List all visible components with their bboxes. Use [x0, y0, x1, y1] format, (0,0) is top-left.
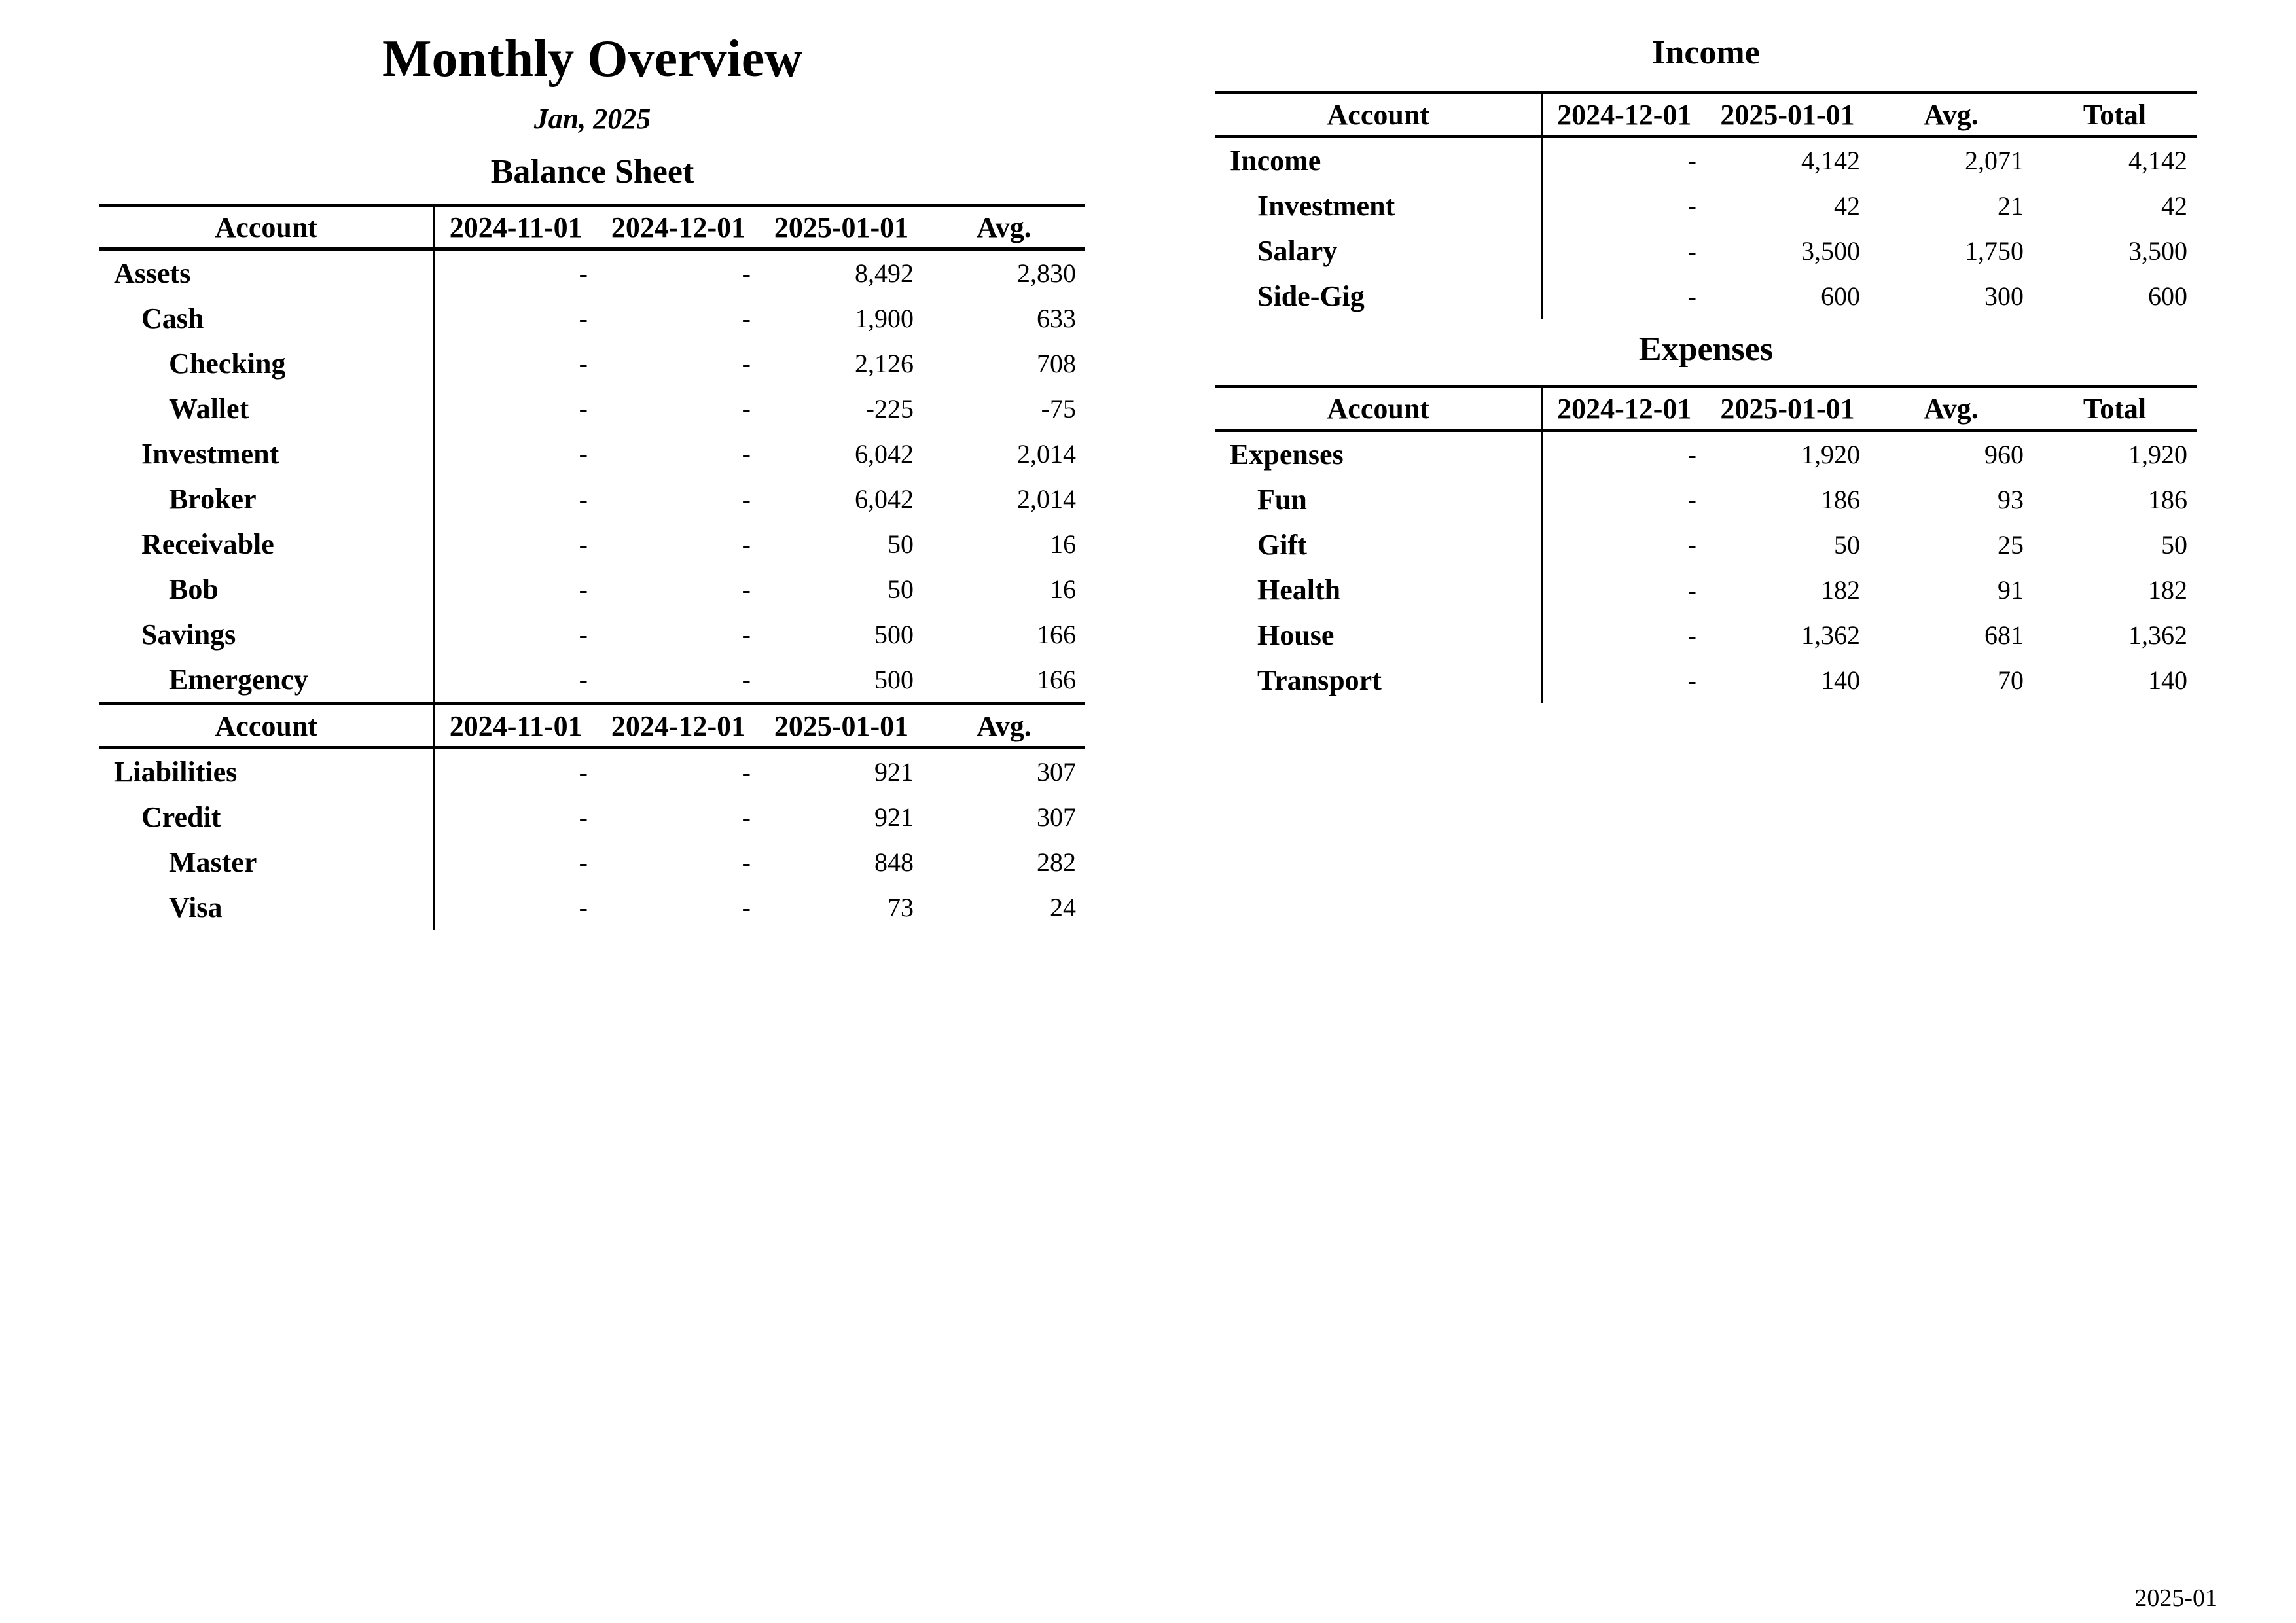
account-cell: Expenses [1230, 438, 1344, 471]
value-cell: - [434, 431, 597, 476]
value-cell: 6,042 [855, 439, 914, 469]
value-cell: 50 [2161, 530, 2187, 560]
account-cell: Gift [1257, 529, 1307, 561]
value-cell: 3,500 [1801, 236, 1860, 266]
table-header-row [1215, 93, 2197, 137]
table-row-house [1215, 613, 2197, 658]
value-cell: - [1542, 183, 1706, 228]
value-cell: - [742, 757, 751, 787]
table-row-cash [99, 296, 1085, 341]
value-cell: - [742, 893, 751, 922]
value-cell: 500 [874, 620, 914, 649]
value-cell: 140 [1821, 666, 1860, 695]
income-title: Income [1652, 34, 1760, 71]
table-header-row [99, 205, 1085, 249]
column-header-2024-11-01: 2024-11-01 [434, 205, 597, 249]
table-row-fun [1215, 477, 2197, 522]
value-cell: 166 [1037, 620, 1076, 649]
value-cell: - [434, 794, 597, 840]
column-header-2024-12-01: 2024-12-01 [597, 704, 760, 748]
value-cell: - [434, 567, 597, 612]
balance-sheet-table [99, 204, 1085, 930]
value-cell: 960 [1984, 440, 2024, 469]
value-cell: 16 [1050, 575, 1076, 604]
value-cell: 182 [1821, 575, 1860, 605]
account-cell: Receivable [141, 528, 274, 560]
table-row-gift [1215, 522, 2197, 567]
table-row-income [1215, 137, 2197, 184]
account-cell: Broker [169, 483, 257, 515]
value-cell: 140 [2148, 666, 2187, 695]
account-cell: Liabilities [114, 756, 238, 788]
column-header-2024-11-01: 2024-11-01 [434, 704, 597, 748]
table-row-salary [1215, 228, 2197, 274]
value-cell: - [742, 802, 751, 832]
value-cell: - [434, 386, 597, 431]
value-cell: - [742, 394, 751, 423]
value-cell: 1,750 [1965, 236, 2024, 266]
table-row-savings [99, 612, 1085, 657]
value-cell: 500 [874, 665, 914, 694]
value-cell: 186 [2148, 485, 2187, 514]
page-subtitle: Jan, 2025 [533, 103, 651, 135]
account-cell: Checking [169, 348, 286, 380]
table-row-assets [99, 249, 1085, 296]
table-row-master [99, 840, 1085, 885]
column-header-account: Account [1215, 387, 1542, 431]
balance-sheet-title: Balance Sheet [490, 153, 694, 190]
value-cell: 186 [1821, 485, 1860, 514]
table-row-wallet [99, 386, 1085, 431]
column-header-2024-12-01: 2024-12-01 [1542, 387, 1706, 431]
table-row-transport [1215, 658, 2197, 703]
table-row-visa [99, 885, 1085, 930]
table-header-row [1215, 387, 2197, 431]
value-cell: - [742, 665, 751, 694]
account-cell: Assets [114, 257, 191, 289]
account-cell: Side-Gig [1257, 280, 1365, 312]
table-row-checking [99, 341, 1085, 386]
account-cell: Income [1230, 145, 1321, 177]
value-cell: 2,071 [1965, 146, 2024, 175]
value-cell: 282 [1037, 847, 1076, 877]
column-header-2024-12-01: 2024-12-01 [597, 205, 760, 249]
value-cell: - [1542, 228, 1706, 274]
column-header-avg: Avg. [923, 205, 1085, 249]
column-header-account: Account [99, 704, 434, 748]
value-cell: - [1542, 137, 1706, 184]
value-cell: 633 [1037, 304, 1076, 333]
table-row-broker [99, 476, 1085, 522]
value-cell: - [742, 484, 751, 514]
column-header-account: Account [99, 205, 434, 249]
value-cell: 16 [1050, 529, 1076, 559]
value-cell: 21 [1998, 191, 2024, 221]
value-cell: 307 [1037, 757, 1076, 787]
value-cell: 1,362 [1801, 620, 1860, 650]
value-cell: - [742, 575, 751, 604]
value-cell: - [742, 620, 751, 649]
value-cell: 1,920 [1801, 440, 1860, 469]
value-cell: -225 [865, 394, 914, 423]
table-row-expenses [1215, 431, 2197, 478]
value-cell: 24 [1050, 893, 1076, 922]
page-title: Monthly Overview [382, 30, 803, 88]
expenses-title: Expenses [1638, 330, 1774, 368]
value-cell: - [742, 259, 751, 288]
table-row-investment [99, 431, 1085, 476]
value-cell: - [1542, 477, 1706, 522]
page-footer-date: 2025-01 [2134, 1584, 2217, 1612]
value-cell: 2,014 [1017, 439, 1076, 469]
value-cell: - [434, 885, 597, 930]
value-cell: 2,014 [1017, 484, 1076, 514]
value-cell: 6,042 [855, 484, 914, 514]
value-cell: 182 [2148, 575, 2187, 605]
value-cell: 1,900 [855, 304, 914, 333]
account-cell: Emergency [169, 664, 308, 696]
table-row-emergency [99, 657, 1085, 704]
table-row-side-gig [1215, 274, 2197, 319]
column-header-avg: Avg. [923, 704, 1085, 748]
value-cell: 50 [888, 529, 914, 559]
value-cell: 4,142 [1801, 146, 1860, 175]
column-header-2025-01-01: 2025-01-01 [1706, 387, 1869, 431]
column-header-total: Total [2033, 387, 2197, 431]
column-header-2024-12-01: 2024-12-01 [1542, 93, 1706, 137]
value-cell: 681 [1984, 620, 2024, 650]
value-cell: - [1542, 522, 1706, 567]
table-header-row [99, 704, 1085, 748]
account-cell: Salary [1257, 235, 1338, 267]
value-cell: 848 [874, 847, 914, 877]
column-header-total: Total [2033, 93, 2197, 137]
value-cell: 921 [874, 802, 914, 832]
value-cell: 1,362 [2128, 620, 2187, 650]
column-header-avg: Avg. [1869, 387, 2033, 431]
value-cell: 166 [1037, 665, 1076, 694]
value-cell: - [1542, 567, 1706, 613]
value-cell: - [434, 657, 597, 704]
value-cell: 50 [1834, 530, 1860, 560]
value-cell: 600 [2148, 281, 2187, 311]
value-cell: 708 [1037, 349, 1076, 378]
column-header-2025-01-01: 2025-01-01 [760, 704, 923, 748]
account-cell: Bob [169, 573, 219, 605]
account-cell: Investment [141, 438, 279, 470]
value-cell: 3,500 [2128, 236, 2187, 266]
column-header-avg: Avg. [1869, 93, 2033, 137]
table-row-credit [99, 794, 1085, 840]
account-cell: Fun [1257, 484, 1307, 516]
value-cell: - [434, 612, 597, 657]
value-cell: 91 [1998, 575, 2024, 605]
value-cell: - [1542, 431, 1706, 478]
value-cell: - [742, 349, 751, 378]
value-cell: 25 [1998, 530, 2024, 560]
account-cell: Investment [1257, 190, 1395, 222]
value-cell: - [1542, 274, 1706, 319]
table-row-bob [99, 567, 1085, 612]
value-cell: 8,492 [855, 259, 914, 288]
table-row-investment [1215, 183, 2197, 228]
income-table [1215, 91, 2197, 319]
expenses-table [1215, 385, 2197, 703]
value-cell: - [434, 249, 597, 296]
table-row-health [1215, 567, 2197, 613]
value-cell: 2,830 [1017, 259, 1076, 288]
account-cell: Visa [169, 891, 223, 923]
value-cell: 300 [1984, 281, 2024, 311]
value-cell: 42 [2161, 191, 2187, 221]
value-cell: - [434, 522, 597, 567]
value-cell: - [434, 296, 597, 341]
value-cell: 50 [888, 575, 914, 604]
value-cell: 93 [1998, 485, 2024, 514]
column-header-account: Account [1215, 93, 1542, 137]
value-cell: 4,142 [2128, 146, 2187, 175]
value-cell: -75 [1041, 394, 1076, 423]
value-cell: 70 [1998, 666, 2024, 695]
value-cell: 307 [1037, 802, 1076, 832]
account-cell: Health [1257, 574, 1341, 606]
value-cell: 73 [888, 893, 914, 922]
table-row-liabilities [99, 748, 1085, 795]
value-cell: - [434, 476, 597, 522]
value-cell: - [1542, 613, 1706, 658]
account-cell: Credit [141, 801, 221, 833]
value-cell: 600 [1821, 281, 1860, 311]
value-cell: - [434, 840, 597, 885]
account-cell: Transport [1257, 664, 1382, 696]
value-cell: - [434, 748, 597, 795]
account-cell: Savings [141, 618, 236, 651]
account-cell: Cash [141, 302, 204, 334]
value-cell: - [434, 341, 597, 386]
table-row-receivable [99, 522, 1085, 567]
value-cell: 1,920 [2128, 440, 2187, 469]
column-header-2025-01-01: 2025-01-01 [760, 205, 923, 249]
value-cell: - [742, 847, 751, 877]
account-cell: House [1257, 619, 1335, 651]
account-cell: Wallet [169, 393, 249, 425]
value-cell: 921 [874, 757, 914, 787]
value-cell: 42 [1834, 191, 1860, 221]
value-cell: - [742, 439, 751, 469]
column-header-2025-01-01: 2025-01-01 [1706, 93, 1869, 137]
value-cell: 2,126 [855, 349, 914, 378]
value-cell: - [1542, 658, 1706, 703]
value-cell: - [742, 529, 751, 559]
account-cell: Master [169, 846, 257, 878]
value-cell: - [742, 304, 751, 333]
